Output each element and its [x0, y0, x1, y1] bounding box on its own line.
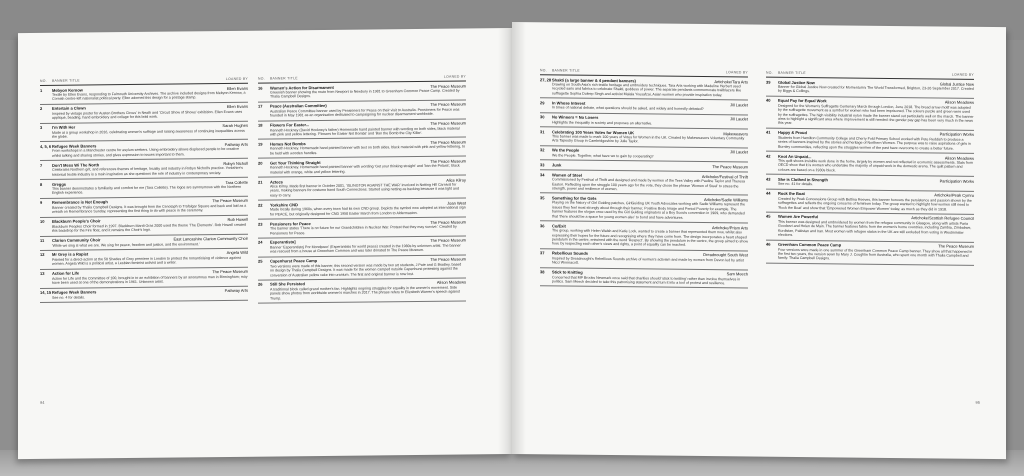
banner-title: Celebrating 100 Years Votes for Women UK [552, 128, 635, 135]
banner-lender: The Peace Museum [430, 120, 466, 126]
banner-entry [540, 75, 748, 100]
banner-description: The banner states 'There is no future for our Grandchildren in Nuclear War. Protest that they may survive.' Created by Pensioners for Peace. [270, 224, 457, 236]
banner-entry [40, 84, 248, 105]
banner-number: 13 [40, 271, 45, 277]
banner-entry [40, 249, 248, 270]
banner-title: Refugee Week Banners [52, 289, 97, 295]
banner-title: Don't Mess Wi The North [52, 162, 100, 168]
banner-entry [540, 221, 748, 251]
banner-entry [40, 103, 248, 124]
banner-lender: Tara Collette [225, 179, 248, 185]
banner-lender: Artichoke/Sadie Williams [703, 196, 748, 203]
banner-number: 23 [258, 221, 263, 227]
banner-description: 'While we sing is what we are. We sing for peace, freedom and justice, and the environment.' [52, 241, 200, 248]
banner-title: Esperantisto] [270, 239, 296, 245]
banner-title: In Whose Interest [552, 100, 586, 106]
banner-number: 31 [540, 128, 545, 134]
banner-entry [766, 240, 974, 265]
banner-title: Remembrance is Not Enough [52, 199, 108, 206]
banner-body [552, 195, 748, 220]
banner-number: 40 [766, 97, 771, 104]
banner-number: 12 [40, 252, 45, 258]
banner-number: 33 [540, 162, 545, 168]
banner-body [552, 223, 748, 248]
header-no: NO. [766, 70, 773, 75]
banner-number: 19 [258, 141, 263, 147]
banner-title: Flowers For Easter... [270, 122, 310, 128]
banner-number: 18 [258, 122, 263, 128]
banner-description: Banner created by Thalia Campbell Designs. It was brought from the Cenotaph to Trafalgar Square and back and laid as a wreath on Remembrance Sunday, representing the first thing to do with peace in the ceremony. [52, 203, 247, 215]
banner-description: Inspired by vintage poster for Austen Brothers Circus' in Neath and 'Circuit Show of Shows' exhibition. Ellen Evans uses appliqué, beading, hand embroidery and collage for this bold work. [52, 109, 243, 121]
banner-number: 43 [766, 176, 771, 182]
banner-description: Commissioned by Festival of Thrift and designed and made by women of the Tees Valley with Pauline Taylor and Theresa Easton. Reflecting upon the struggle 100 years ago for the vote, they chose the phrase 'Women of Steel' to stress the strength, power and resilience of women. [552, 177, 746, 192]
banner-lender: The Peace Museum [430, 219, 466, 225]
banner-number: 9 [40, 200, 43, 206]
banner-number: 27, 28 [540, 76, 552, 82]
banner-lender: Jill Laudet [729, 149, 748, 155]
banner-number: 35 [540, 195, 545, 201]
banner-description: Playing on the history of Girl Guiding patches, GirlGuiding UK Youth Advocates working with Sadie Williams represent the issues they feel most strongly about through their banner, Positive Body Image and Period Poverty for example. The banner features the slogan once used by the Girl Guiding originators at a Boy Scouts convention in 1909, who demanded that 'there should be a space for young women also' to bond and have adventures. [552, 200, 745, 220]
banner-lender: The Peace Museum [712, 163, 748, 170]
banner-body [270, 177, 466, 198]
banner-title: Greggs [52, 181, 67, 187]
banner-number: 7 [40, 162, 43, 168]
banner-body [52, 85, 248, 101]
banner-body [52, 104, 248, 120]
banner-description: Textile by Ellen Evans, responding to Falmouth University Archives. The archive included designs from Mebyon Kernow, a Cornish centre-left nationalist political party. Ellen adorned this design for a postage stamp. [52, 90, 246, 102]
banner-entry [258, 218, 466, 239]
banner-description: Designed for the Women's Suffragette Centenary March through London, June 2018. The bread arrow motif was adopted by the suffragette movement as a symbol for women who had been imprisoned. The colours purple and green were used by the suffragettes. The high visibility industrial nylon made the banner stand out particularly well on the march. The banner aims to highlight a significant area where improvement is still needed: the gender pay gap has been very much in the news this year. [778, 103, 974, 126]
banner-body [52, 123, 248, 139]
header-lender: LOANED BY [725, 70, 748, 75]
banner-lender: East Lancashire Clarion Community Choir [173, 235, 248, 242]
banner-number: 39 [766, 79, 771, 85]
banner-description: Kenneth Hockney. Homemade hand painted banner with text on both sides, black material with pink and yellow lettering, to be held with wooden handles. [270, 144, 466, 156]
banner-lender: The Peace Museum [430, 158, 466, 164]
banner-lender: The Peace Museum [430, 237, 466, 244]
banner-description: This banner was made to mark 100 years of Votes for Women in the UK. Created by Makeweavers Voluntary Community Arts Tapestry Group in Cambridgeshire by Julie Taylor. [552, 134, 745, 144]
banner-title: Homes Not Bombs [270, 141, 306, 147]
header-no: NO. [258, 76, 265, 81]
banner-number: 11 [40, 237, 45, 243]
banner-title: Get Your Thinking Straight [270, 159, 321, 166]
banner-entry [540, 268, 748, 289]
banner-title: Women of Steel [552, 172, 582, 178]
header-no: NO. [540, 68, 547, 73]
banner-lender: Global Justice Now [939, 80, 974, 87]
banner-description: Painted for a direct-action at the 50 Shades of Grey premiere in London to protest the romanticising of violence against women. Angela Wild is a political artist, a Lesbian feminist activist and a writer. [52, 255, 241, 267]
banner-title: Women's Action for Disarmament [270, 84, 334, 91]
banner-lender: Pathway Arts [224, 141, 248, 147]
banner-number: 25 [258, 258, 263, 264]
banner-body [270, 83, 466, 99]
header-title: BANNER TITLE [778, 70, 806, 76]
banner-title: Global Justice Now [778, 79, 815, 85]
banner-entry [258, 100, 466, 121]
banner-entry [540, 127, 748, 148]
banner-lender: Robyn Nicholl [223, 160, 248, 166]
banner-description: Alice Kilroy. Made first banner in October 2001, 'ISLINGTON AGAINST THE WAR' involved in Notting Hill Carnival for years, making banners for costume band South Connections. Started using netting as backing because it was light and easy to carry. [270, 182, 459, 198]
banner-number: 38 [540, 269, 545, 275]
banner-number: 8 [40, 181, 43, 187]
banner-lender: Alice Kilroy [446, 177, 466, 183]
banner-description: Banner 'Esperantistoj Por Mondpaco' (Esperantists for world peace) created in the 1980s by unknown artist. The banner was rescued from a house at Greenham Common and was later donated to The Peace Museum. [270, 243, 461, 254]
banner-title: Entertain a Clown [52, 105, 86, 112]
banner-title: Action for Life [52, 270, 80, 277]
banner-title: She is Clothed in Strength [778, 176, 829, 183]
banner-number: 37 [540, 250, 545, 256]
banner-number: 41 [766, 130, 771, 136]
banner-body [778, 79, 974, 95]
banner-body [52, 288, 248, 300]
banner-description: Celebrates Northern grit, and references themes of heritage, locality and industry in Robyn Nicholl's practice. Yorkshire's historical textile industry is a main inspiration as she questions the role of industry in contemporary society. [52, 166, 243, 177]
banner-number: 42 [766, 153, 771, 159]
banner-lender: Ellen Evans [226, 104, 248, 110]
banner-lender: Participation Works [939, 178, 974, 184]
banner-lender: Alison Meadows [944, 99, 974, 106]
banner-entry [40, 121, 248, 142]
banner-entry [258, 81, 466, 102]
banner-description: A traditional block called grand mother's fan. Highlights ongoing struggles for equality in the women's movement. Side panels show photos from worldwide women's marches in 2017. The phrase refers to Elizabeth Warren's speech against Trump. [270, 285, 460, 301]
banner-description: The group, working with Helen Walsh and Katie Lock, wanted to create a banner that represented them now, whilst also expressing their hopes for the future and recognising where they have come from. The design incorporates a heart shaped pendulum in the centre, entwined with the word 'Respect'. By showing the pendulum in the centre, the group aimed to show how, by respecting each other's views and rights, a point of equality can be reached. [552, 228, 748, 248]
banner-description: From workshops in a Manchester centre for asylum seekers. Using embroidery allows displaced people to be creative whilst talking and sharing stories, and gives expression to issues important to them. [52, 147, 239, 158]
banner-number: 29 [540, 100, 545, 106]
banner-body [270, 139, 466, 155]
banner-description: Students from Hamilton Community College and Cherry Fold Primary School worked with Pete Reddish to produce a series of banners inspired by the stories and heritage of Northern Women. The purpose was to raise aspirations of girls in Burnley communities, reflecting upon the struggles women of the past have overcome to create a better future. [778, 135, 971, 151]
header-lender: LOANED BY [443, 74, 466, 79]
banner-body [552, 77, 748, 98]
banner-number: 46 [766, 241, 771, 247]
banner-title: Greenham Common Peace Camp [778, 241, 842, 248]
banner-title: We the People [552, 147, 580, 154]
banner-lender: Makeweavers [723, 130, 748, 137]
banner-body [778, 130, 974, 151]
banner-lender: Jill Laudet [729, 102, 748, 108]
banner-description: See no. 41 for details. [778, 182, 813, 187]
banner-description: This banner demonstrates a familiarity and comfort for me (Tara Collette). The logos are synonymous with the Northern English experience. [52, 184, 242, 196]
header-title: BANNER TITLE [270, 76, 298, 81]
header-no: NO. [40, 78, 47, 83]
banner-lender: The Peace Museum [938, 243, 974, 249]
banner-description: Created by Peak Concessions Group with Bettina Reeves, this banner honours the persistence and passion shown by the suffragettes and reflects the ongoing concerns of feminism today. The group wanted to highlight how women still need to 'Rock the Boat' and show that 'Empowered Women Empower Women' today, as much as they did in 1918. [778, 196, 972, 212]
banner-description: Inspired by Dreadnought's Rebellious Sounds archive of women's activism and made by women from Devon led by artist Nicci Wonnacott. [552, 256, 744, 265]
banner-description: We the People. Together, what have we to gain by cooperating? [552, 153, 654, 159]
banner-title: Co/Exit [552, 223, 566, 229]
banner-title: Pensioners for Peace [270, 220, 311, 227]
banner-title: Equal Pay for Equal Work [778, 98, 827, 104]
banner-lender: The Peace Museum [430, 101, 466, 108]
banner-number: 34 [540, 172, 545, 178]
banner-body [552, 251, 748, 267]
banner-description: Blackburn Peoples Choir formed in 1997. Blackburn Mardi Gras 2000 used the theme 'The Elements'. Rob Howell created this backdrop for the Fire float, and it remains the Choir's logo. [52, 222, 246, 233]
banner-heading [552, 162, 748, 169]
banner-entry [258, 278, 466, 303]
banner-title: Aztecs [270, 178, 283, 185]
banner-description: Drawing on South Asia's rich textile heritage and embroidery techniques. Tara Arts working with Madeline Herbert used recycled saris and fabrics to celebrate Shakti, goddess of power. The separate pendants commemorate trailblazers like suffragette Sophia Duleep Singh and activist Malala Yousafzai, Asian women who provide inspiration today. [552, 82, 742, 98]
column-4 [766, 71, 974, 423]
banner-title: Something for the Girls [552, 195, 597, 201]
banner-body [778, 98, 974, 128]
banner-number: 26 [258, 282, 263, 288]
banner-body [52, 198, 248, 214]
banner-entry [540, 171, 748, 196]
banner-number: 24 [258, 240, 263, 246]
banner-body [778, 153, 974, 174]
banner-description: In times of national debate, what questions should be asked, and widely and honestly debated? [552, 105, 704, 112]
banner-entry [766, 152, 974, 177]
banner-description: Australian Peace Committee banner used by Pensioners for Peace on their visit to Australia. Pensioners for Peace was founded in May 1981 as an organisation dedicated to campaigning for nuclear disarmament worldwide. [270, 107, 460, 118]
banner-title: Capenhurst Peace Camp [270, 258, 318, 264]
banner-title: Rebellious Sounds [552, 250, 589, 257]
banner-entry [540, 194, 748, 224]
banner-title: Shakti (a large banner & 4 pendant banners) [552, 76, 636, 83]
banner-body [552, 129, 748, 145]
banner-entry [766, 129, 974, 154]
banner-lender: Pathway Arts [224, 287, 248, 294]
banner-lender: Joan West [447, 200, 466, 206]
banner-body [270, 219, 466, 235]
banner-body [552, 172, 748, 193]
banner-title: Rock the Boat [778, 190, 805, 197]
banner-title: Refugee Week Banners [52, 143, 97, 149]
banner-title: Knot An Unpaid... [778, 153, 812, 159]
banner-lender: The Peace Museum [212, 198, 248, 204]
banner-entry [258, 157, 466, 178]
spine-shadow [512, 22, 526, 454]
banner-description: See no. 4 for details. [52, 295, 85, 300]
banner-body [52, 161, 248, 177]
banner-body [52, 142, 248, 158]
banner-body [778, 191, 974, 212]
banner-title: Happy & Proud [778, 130, 807, 136]
banner-title: Yorkshire CND [270, 202, 298, 208]
banner-lender: Angela Wild [226, 250, 248, 256]
banner-description: Kenneth Hockney. Homemade hand painted banner with wording 'Get your thinking straight' and 'ban the Polaris', black material with orange, white and yellow lettering. [270, 163, 460, 175]
banner-title: Junk [552, 162, 562, 168]
column-3 [540, 68, 748, 420]
banner-body [270, 158, 466, 174]
banner-title: Mr Grey is a Rapist [52, 251, 89, 258]
banner-body [778, 177, 974, 189]
banner-number: 21 [258, 179, 263, 185]
column-1 [40, 77, 248, 429]
banner-description: Action for Life and the Committee of 100, brought in to an exhibition of banners by an anonymous man in Birmingham; may have been used at one of the demonstrations in 1961. Unknown artist. [52, 274, 248, 285]
banner-description: Two versions were made of this banner, this second version was made by two art students, J Pate and G Bradley, based on design by Thalia Campbell Designs. It was made for the women camped outside Capenhurst protesting against the conversion of Australian yellow cake into uranium. The first and original banner is now lost. [270, 262, 462, 278]
banner-description: Made locally during 1960s, when every town had its own CND group. Depicts the symbol now adopted as international sign for PEACE, but originally designed for CND 1958 Easter March from London to Aldermaston. [270, 205, 466, 217]
banner-lender: Artichoke/Festival of Thrift [701, 173, 748, 180]
banner-title: Mebyon Kernow [52, 86, 83, 93]
banner-number: 45 [766, 214, 771, 220]
banner-description: Banner for Global Justice Now created for Momentum's The World Transformed, Brighton, 23-26 September 2017. Created by Biggs & Collings. [778, 84, 974, 94]
banner-entry [40, 267, 248, 288]
banner-body [778, 242, 974, 263]
banner-entry [258, 199, 466, 220]
banner-body [270, 280, 466, 301]
banner-entry [766, 96, 974, 130]
banner-body [552, 269, 748, 285]
banner-lender: Artichoke/Peak Cymru [934, 192, 974, 199]
banner-body [552, 100, 748, 112]
right-page [512, 22, 1006, 459]
banner-number: 17 [258, 103, 263, 109]
banner-lender: Artichoke/Tara Arts [714, 78, 748, 84]
banner-body [552, 148, 748, 160]
banner-description: Made at a group workshop in 2016, celebrating women's suffrage and raising awareness of continuing inequalities across the globe. [52, 128, 245, 139]
banner-title: No Winners = No Losers [552, 114, 599, 121]
banner-description: This banner was designed and embroidered by women from the refugee community in Glasgow, along with artists Paria Goodarzi and Helen de Main. The banner features fabric from the women's home countries, including Zambia, Zimbabwe, Kurdistan, Pakistan and Iran. Most women with refugee status in the UK are still excluded from voting in Westminster elections. [778, 219, 972, 238]
banner-entry [40, 286, 248, 303]
banner-title: Stick to Knitting [552, 269, 583, 275]
banner-lender: Sam Meech [726, 271, 748, 277]
banner-description: Greenish banner showing the route from Newport to Newbury in 1981 to Greenham Common Peace Camp. Created by Thalia Campbell Designs. [270, 88, 460, 99]
banner-description: Kenneth Hockney (David Hockney's father) Homemade hand painted banner with wording on both sides, black material with pink and yellow lettering. 'Flowers for Easter Not Bombs' and 'Ban the Bomb the City Killer'. [270, 126, 460, 137]
header-lender: LOANED BY [225, 76, 248, 81]
banner-body [270, 238, 466, 254]
banner-entry [40, 159, 248, 180]
banner-lender: Dreadnought South West [703, 252, 748, 258]
banner-body [552, 115, 748, 127]
banner-lender: Sarah Hughes [222, 122, 248, 129]
banner-entry [40, 140, 248, 161]
header-lender: LOANED BY [951, 72, 974, 77]
left-page [18, 28, 512, 459]
banner-number: 16 [258, 85, 263, 91]
banner-entry [540, 249, 748, 270]
banner-number: 36 [540, 222, 545, 228]
banner-lender: The Peace Museum [430, 139, 466, 145]
banner-title: Peace (Australian Committee) [270, 103, 327, 109]
banner-entry [40, 178, 248, 199]
banner-title: Blackburn People's Choir [52, 218, 101, 225]
banner-lender: Alison Meadows [436, 279, 466, 286]
header-title: BANNER TITLE [52, 78, 80, 83]
banner-body [52, 269, 248, 285]
banner-title: I'm With Her [52, 124, 76, 130]
banner-title: Still She Persisted [270, 281, 305, 287]
banner-number: 4, 5, 6 [40, 143, 52, 149]
column-2 [258, 74, 466, 426]
banner-lender: The Peace Museum [430, 256, 466, 263]
banner-entry [766, 189, 974, 214]
banner-number: 20 [258, 160, 263, 166]
banner-number: 2 [40, 106, 43, 112]
banner-body [52, 250, 248, 266]
banner-lender: Artichoke/Prism Arts [711, 224, 748, 231]
banner-body [270, 102, 466, 118]
banner-lender: The Peace Museum [212, 268, 248, 275]
banner-number: 30 [540, 114, 545, 120]
banner-entry [258, 255, 466, 280]
banner-body [52, 236, 248, 248]
banner-title: Women Are Powerful [778, 214, 819, 220]
banner-entry [258, 236, 466, 257]
banner-entry [40, 197, 248, 218]
banner-entry [766, 213, 974, 243]
banner-lender: Ellen Evans [226, 85, 248, 91]
banner-description: This quilt shows invisible work done in the home, largely by women and not reflected in economic assessments. Stats from OECD show that it is women who undertake the majority of unpaid work in the domestic arena. The quilt pattern and colours are based on a 1930s block. [778, 158, 973, 173]
banner-lender: Alison Meadows [944, 155, 974, 161]
banner-entry [40, 215, 248, 236]
banner-entry [258, 119, 466, 140]
page-number-right: 95 [975, 399, 980, 405]
banner-body [270, 121, 466, 137]
spine-shadow [498, 28, 512, 454]
header-title: BANNER TITLE [552, 68, 580, 73]
banner-body [270, 200, 466, 216]
banner-number: 22 [258, 202, 263, 208]
banner-number: 44 [766, 190, 771, 196]
banner-description: Highlights the inequality in society and proposes an alternative. [552, 120, 653, 126]
banner-number: 14, 15 [40, 289, 52, 295]
banner-body [270, 257, 466, 278]
banner-entry [258, 138, 466, 159]
banner-description: Concerned that MP Brooks Newmark once said that charities should 'stick to knitting' rather than involve themselves in politics. Sam Meech decided to take this patronising statement and turn it into a tool of protest and resilience. [552, 274, 741, 286]
banner-entry [766, 78, 974, 99]
banner-number: 3 [40, 125, 43, 131]
banner-number: 1 [40, 87, 43, 93]
banner-title: Clarion Community Choir [52, 237, 101, 243]
page-number-left: 94 [40, 399, 45, 405]
banner-lender: Rob Howell [227, 216, 248, 223]
banner-number: 32 [540, 147, 545, 153]
banner-body [778, 214, 974, 239]
banner-lender: Artichoke/Scottish Refugee Council [911, 215, 974, 222]
banner-body [52, 217, 248, 233]
banner-lender: The Peace Museum [430, 82, 466, 89]
banner-lender: Jill Laudet [729, 116, 748, 122]
banner-lender: Participation Works [939, 131, 974, 138]
banner-number: 10 [40, 219, 45, 225]
banner-body [552, 162, 748, 170]
banner-entry [258, 176, 466, 201]
banner-body [52, 179, 248, 195]
banner-description: Four versions were made in one summer of the Greenham Common Peace Camp banner. They show all that happened in the first two years, the version sewn by Mary J. Coughlin from Australia, who spent one month with Thalia Campbell and family. Thalia Campbell Designs. [778, 247, 973, 261]
